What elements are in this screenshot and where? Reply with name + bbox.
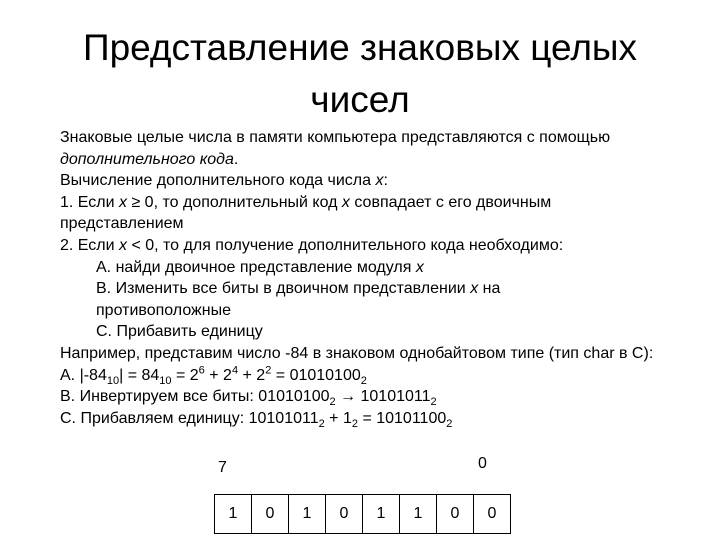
example-a: A. $|-84_{10}| = 84_{10} = 2^6 + 2^4 + 2^2 = 01010100_2$: [60, 364, 367, 387]
var-x: x: [341, 193, 350, 211]
bit-cell: 0: [487, 505, 497, 522]
bit-cell: 0: [437, 495, 474, 533]
intro-italic: дополнительного кода: [60, 150, 234, 168]
bit-cell: 1: [289, 495, 326, 533]
step-1-b: ≥ 0, то дополнительный код: [127, 193, 342, 211]
substep-c: С. Прибавить единицу: [96, 323, 263, 341]
intro-text: Знаковые целые числа в памяти компьютера представляются с помощью: [60, 129, 611, 146]
bit-index-high: 7: [218, 459, 227, 476]
step-1-a: 1. Если: [60, 193, 119, 211]
byte-cells: [214, 494, 511, 534]
bit-index-low: 0: [478, 455, 487, 472]
step-1: [60, 192, 660, 235]
substep-a: [60, 257, 700, 279]
step-2: [60, 235, 700, 257]
substep-a-text: А. найди двоичное представление модуля: [96, 258, 416, 276]
var-x: x: [375, 172, 384, 190]
algorithm-heading: [60, 170, 700, 192]
var-x: x: [119, 193, 127, 211]
substep-b-a: B. Изменить все биты в двоичном представлении: [96, 280, 471, 298]
paragraph-intro: [60, 127, 700, 170]
algorithm-heading-text: Вычисление дополнительного кода числа: [60, 172, 376, 190]
var-x: x: [470, 280, 479, 298]
bit-cell: 1: [363, 495, 400, 533]
content-body: [60, 127, 700, 429]
example-b: B. Инвертируем все биты: $01010100_2 \to 10101011_2$: [60, 388, 437, 409]
bit-cell: 1: [215, 495, 252, 533]
step-2-a: 2. Если: [60, 236, 119, 254]
title-line-2: чисел: [310, 79, 410, 120]
bit-cell: 0: [252, 495, 289, 533]
substep-b-b: на противоположные: [96, 280, 501, 319]
colon: :: [383, 172, 388, 190]
page-title: [40, 22, 680, 126]
example-c: С. Прибавляем единицу: $10101011_2 + 1_2 = 10101100_2$: [60, 409, 453, 430]
intro-end: .: [233, 150, 239, 168]
substep-b: [60, 278, 546, 321]
var-x: x: [415, 258, 424, 276]
step-2-b: < 0, то для получение дополнительного кода необходимо:: [127, 236, 564, 254]
example-intro: Например, представим число -84 в знаковом однобайтовом типе (тип char в С):: [60, 344, 654, 362]
bit-cell: 1: [400, 495, 437, 533]
title-line-1: Представление знаковых целых: [82, 27, 638, 68]
step-1-c: совпадает с его двоичным представлением: [60, 193, 552, 233]
bit-cell: 0: [326, 495, 363, 533]
var-x: x: [119, 236, 127, 254]
